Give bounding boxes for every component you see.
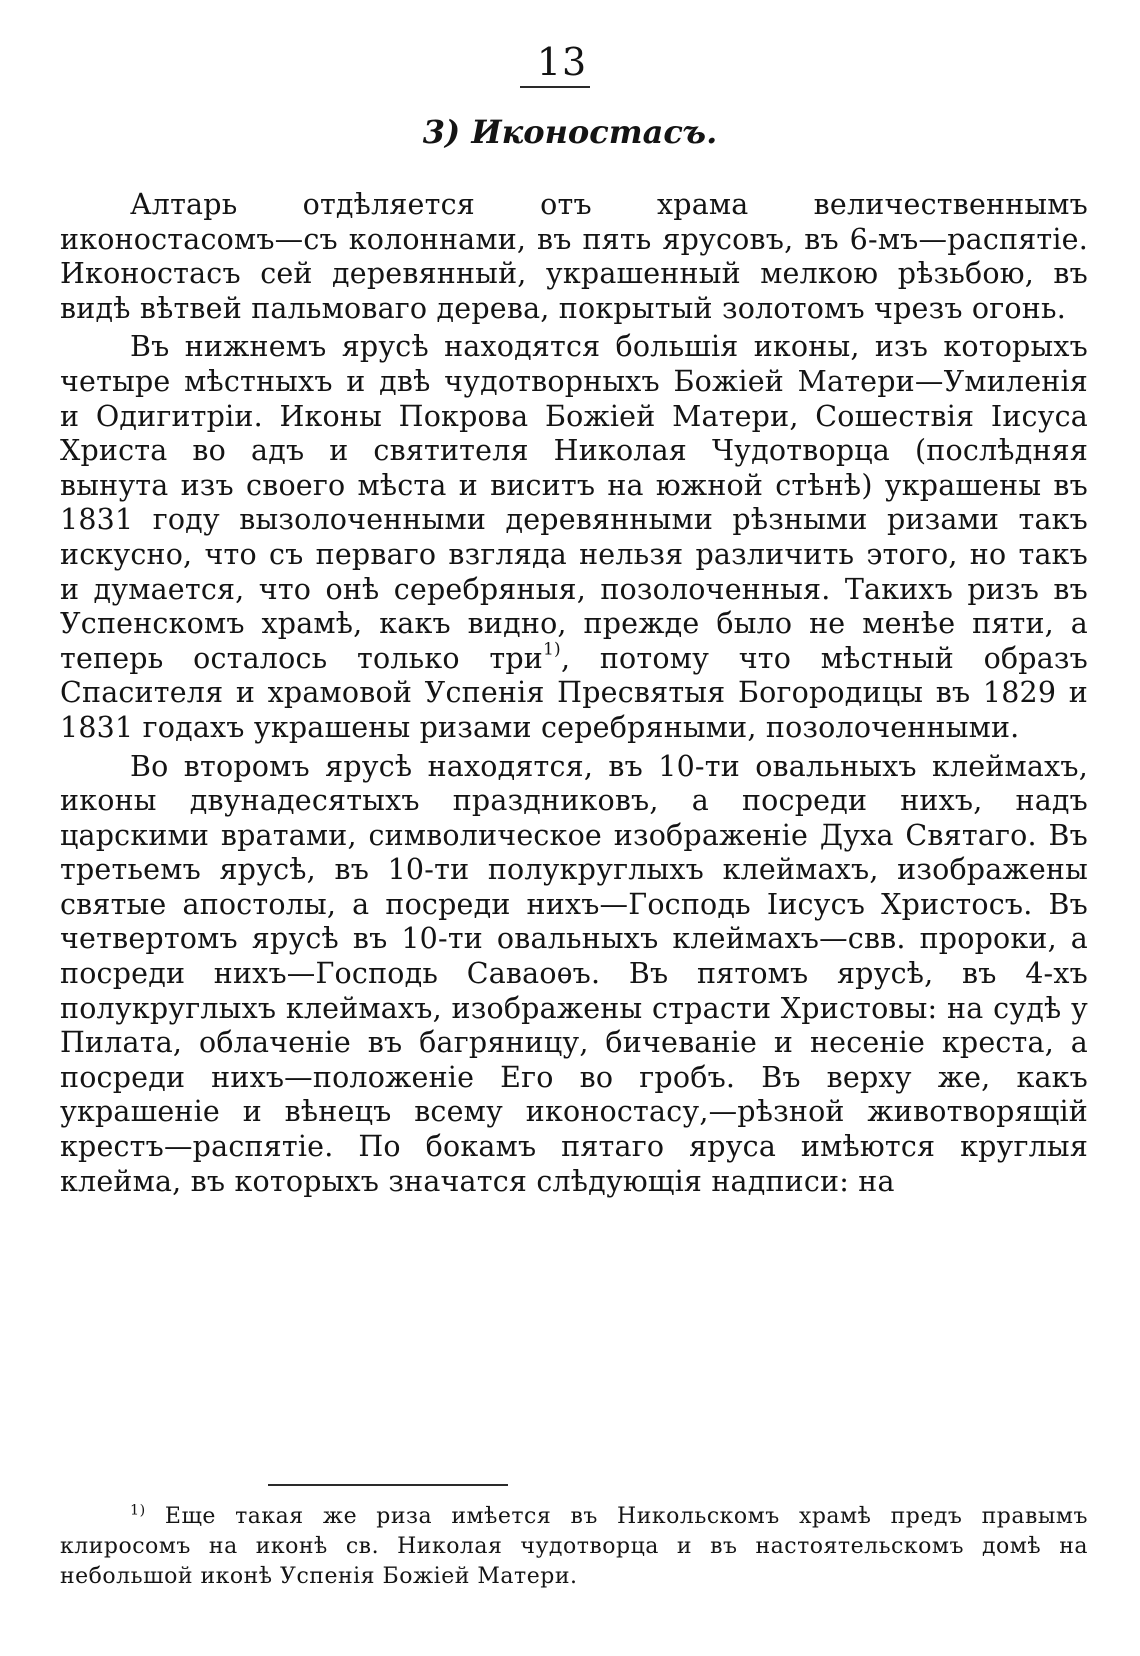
page-number: 13	[536, 40, 588, 84]
paragraph-2-text-after-note: , потому что мѣстный образъ Спасителя и храмовой Успенія Пресвятыя Богородицы въ 1829 и 1831 годахъ украшены ризами серебряными, позолоченными.	[60, 641, 1089, 744]
footnote-text: Еще такая же риза имѣется въ Никольскомъ храмѣ предъ правымъ клиросомъ на иконѣ св. Николая чудотворца и въ настоятельскомъ домѣ на небольшой иконѣ Успенія Божіей Матери.	[60, 1504, 1088, 1589]
paragraph-2	[60, 330, 1088, 745]
footnote	[60, 1502, 1088, 1592]
footnote-rule	[268, 1484, 508, 1486]
page-number-rule	[520, 86, 590, 88]
paragraph-2-text-before-note: Въ нижнемъ ярусѣ находятся большія иконы, изъ которыхъ четыре мѣстныхъ и двѣ чудотворныхъ Божіей Матери—Умиленія и Одигитріи. Иконы Покрова Божіей Матери, Сошествія Іисуса Христа во адъ и святителя Николая Чудотворца (послѣдняя вынута изъ своего мѣста и виситъ на южной стѣнѣ) украшены въ 1831 году вызолоченными деревянными рѣзными ризами такъ искусно, что съ перваго взгляда нельзя различить этого, но такъ и думается, что онѣ серебряныя, позолоченныя. Такихъ ризъ въ Успенскомъ храмѣ, какъ видно, прежде было не менѣе пяти, а теперь осталось только три	[60, 330, 1088, 675]
footnote-mark: 1)	[130, 1502, 146, 1519]
paragraph-1: Алтарь отдѣляется отъ храма величественнымъ иконостасомъ—съ колоннами, въ пять ярусовъ, въ 6-мъ—распятіе. Иконостасъ сей деревянный, украшенный мелкою рѣзьбою, въ видѣ вѣтвей пальмоваго дерева, покрытый золотомъ чрезъ огонь.	[60, 188, 1088, 325]
footnote-reference-mark: 1)	[542, 639, 561, 660]
paragraph-3: Во второмъ ярусѣ находятся, въ 10-ти овальныхъ клеймахъ, иконы двунадесятыхъ праздниковъ, а посреди нихъ, надъ царскими вратами, символическое изображеніе Духа Святаго. Въ третьемъ ярусѣ, въ 10-ти полукруглыхъ клеймахъ, изображены святые апостолы, а посреди нихъ—Господь Іисусъ Христосъ. Въ четвертомъ ярусѣ въ 10-ти овальныхъ клеймахъ—свв. пророки, а посреди нихъ—Господь Саваоѳъ. Въ пятомъ ярусѣ, въ 4-хъ полукруглыхъ клеймахъ, изображены страсти Христовы: на судѣ у Пилата, облаченіе въ багряницу, бичеваніе и несеніе креста, а посреди нихъ—положеніе Его во гробъ. Въ верху же, какъ украшеніе и вѣнецъ всему иконостасу,—рѣзной животворящій крестъ—распятіе. По бокамъ пятаго яруса имѣются круглыя клейма, въ которыхъ значатся слѣдующія надписи: на	[60, 749, 1088, 1198]
body-text	[60, 188, 1088, 1199]
section-heading: 3) Иконостасъ.	[422, 113, 718, 151]
